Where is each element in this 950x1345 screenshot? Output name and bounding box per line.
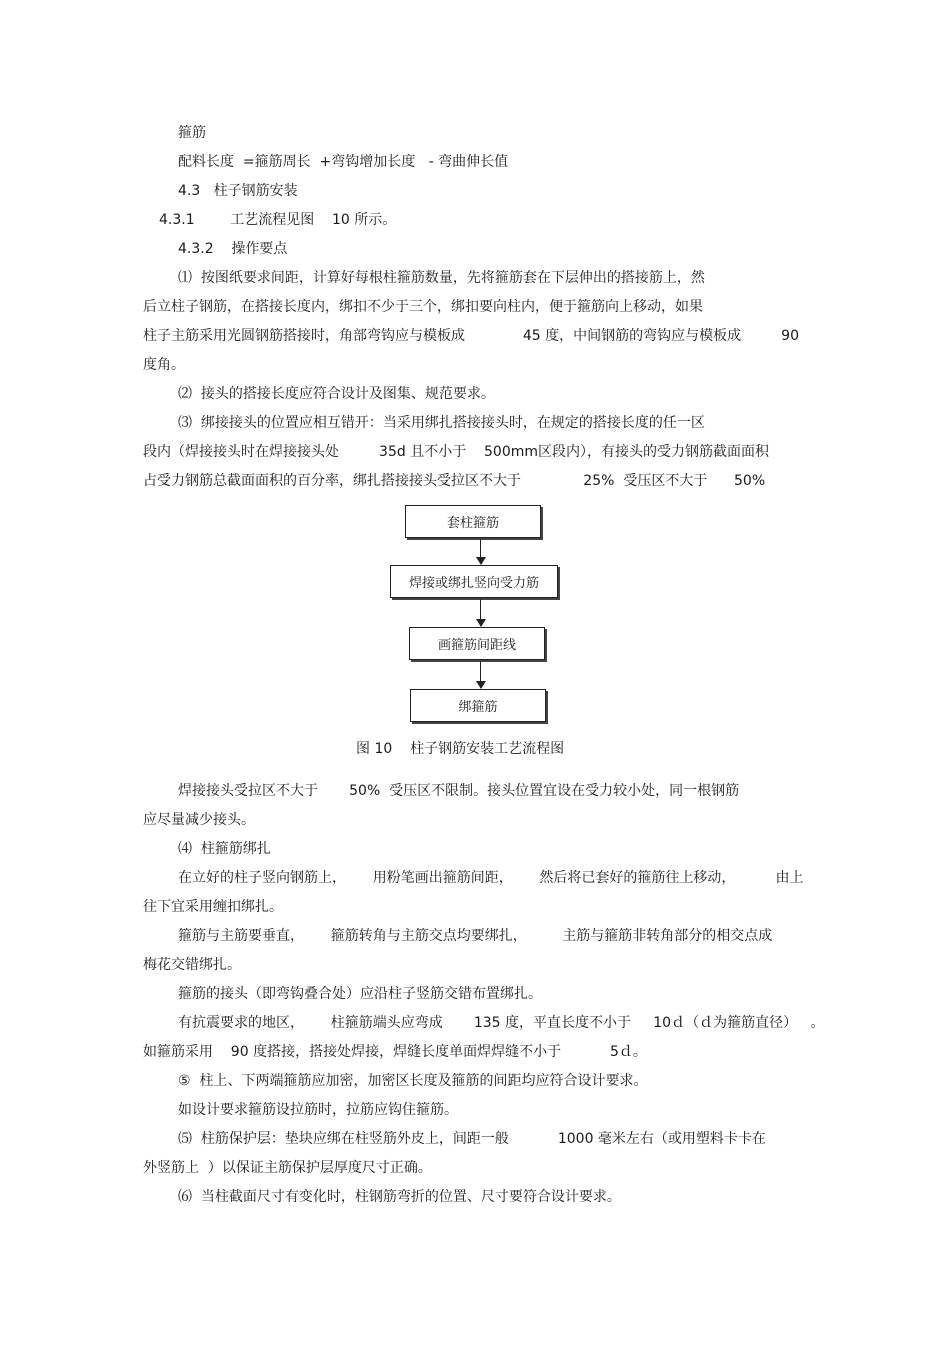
text-line: ⑵ 接头的搭接长度应符合设计及图集、规范要求。 <box>178 386 495 402</box>
text-line: 箍筋与主筋要垂直， 箍筋转角与主筋交点均要绑扎， 主筋与箍筋非转角部分的相交点成 <box>178 928 773 944</box>
text-line: 柱子主筋采用光圆钢筋搭接时，角部弯钩应与模板成 45 度，中间钢筋的弯钩应与模板成 90 <box>143 328 799 344</box>
text-line: 段内（焊接接头时在焊接接头处 35d 且不小于 500mm区段内），有接头的受力钢筋截面面积 <box>143 444 769 460</box>
text-line: ⑶ 绑接接头的位置应相互错开：当采用绑扎搭接接头时，在规定的搭接长度的任一区 <box>178 415 705 431</box>
text-line: 外竖筋上 ）以保证主筋保护层厚度尺寸正确。 <box>143 1160 432 1176</box>
text-line: 后立柱子钢筋，在搭接长度内，绑扣不少于三个，绑扣要向柱内，便于箍筋向上移动，如果 <box>143 299 703 315</box>
text-line: ⑤ 柱上、下两端箍筋应加密，加密区长度及箍筋的间距均应符合设计要求。 <box>178 1073 648 1089</box>
text-line: 焊接接头受拉区不大于 50% 受压区不限制。接头位置宜设在受力较小处，同一根钢筋 <box>178 783 740 799</box>
flow-step-3: 画箍筋间距线 <box>409 627 545 660</box>
text-line: 如设计要求箍筋设拉筋时，拉筋应钩住箍筋。 <box>178 1102 458 1118</box>
flow-arrow <box>480 539 481 564</box>
flow-arrow <box>480 661 481 688</box>
text-line: 梅花交错绑扎。 <box>143 957 241 973</box>
text-line: 往下宜采用缠扣绑扎。 <box>143 899 283 915</box>
text-line: 应尽量减少接头。 <box>143 812 255 828</box>
flow-step-1: 套柱箍筋 <box>405 505 541 538</box>
text-line: 箍筋的接头（即弯钩叠合处）应沿柱子竖筋交错布置绑扎。 <box>178 986 542 1002</box>
text-line: 占受力钢筋总截面面积的百分率，绑扎搭接接头受拉区不大于 25% 受压区不大于 50% <box>143 473 766 489</box>
text-line: 箍筋 <box>178 125 206 141</box>
text-line: 有抗震要求的地区， 柱箍筋端头应弯成 135 度，平直长度不小于 10ｄ（ｄ为箍筋直径） 。 <box>178 1015 825 1031</box>
flow-step-2: 焊接或绑扎竖向受力筋 <box>390 565 558 598</box>
text-line: 在立好的柱子竖向钢筋上， 用粉笔画出箍筋间距， 然后将已套好的箍筋往上移动， 由上 <box>178 870 804 886</box>
text-line: ⑴ 按图纸要求间距，计算好每根柱箍筋数量，先将箍筋套在下层伸出的搭接筋上，然 <box>178 270 705 286</box>
text-line: ⑹ 当柱截面尺寸有变化时，柱钢筋弯折的位置、尺寸要符合设计要求。 <box>178 1189 621 1205</box>
text-line: ⑸ 柱筋保护层：垫块应绑在柱竖筋外皮上，间距一般 1000 毫米左右（或用塑料卡卡在 <box>178 1131 766 1147</box>
text-line: 配料长度 =箍筋周长 +弯钩增加长度 - 弯曲伸长值 <box>178 154 509 170</box>
text-line: 度角。 <box>143 357 185 373</box>
flow-arrow <box>480 599 481 626</box>
subsection-heading: 4.3.1 工艺流程见图 10 所示。 <box>159 212 397 228</box>
text-line: ⑷ 柱箍筋绑扎 <box>178 841 271 857</box>
subsection-heading: 4.3.2 操作要点 <box>178 241 288 257</box>
figure-caption: 图 10 柱子钢筋安装工艺流程图 <box>356 741 565 757</box>
flow-step-4: 绑箍筋 <box>410 689 546 722</box>
text-line: 如箍筋采用 90 度搭接，搭接处焊接，焊缝长度单面焊焊缝不小于 5ｄ。 <box>143 1044 647 1060</box>
section-heading: 4.3 柱子钢筋安装 <box>178 183 298 199</box>
